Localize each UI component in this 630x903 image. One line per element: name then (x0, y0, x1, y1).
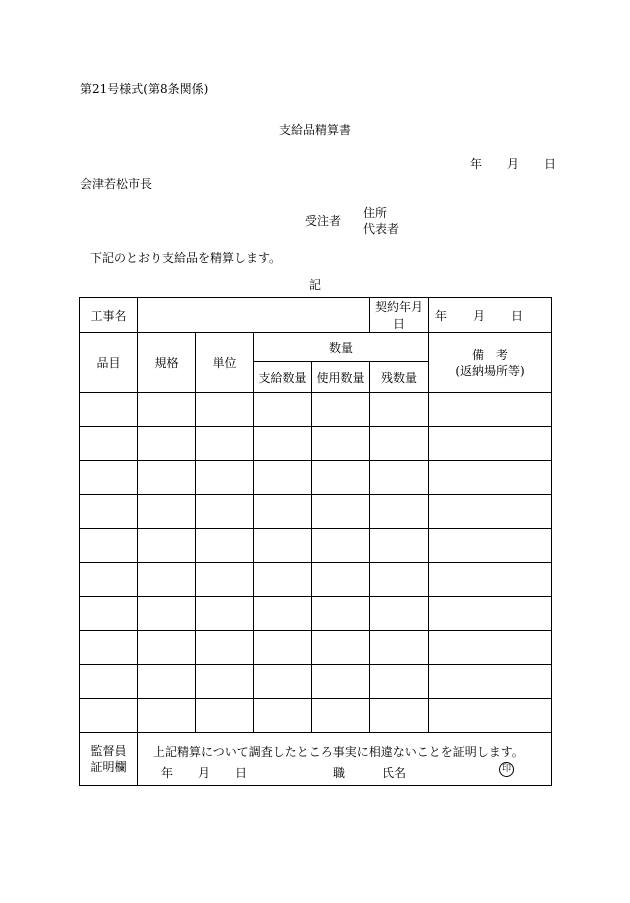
spec-cell[interactable] (138, 461, 196, 495)
spec-cell[interactable] (138, 665, 196, 699)
remaining-cell[interactable] (370, 699, 429, 733)
contractor-rep-label: 代表者 (363, 222, 400, 236)
remarks-cell[interactable] (429, 597, 552, 631)
document-title: 支給品精算書 (278, 123, 351, 137)
remarks-cell[interactable] (429, 393, 552, 427)
item-cell[interactable] (80, 461, 138, 495)
cert-name-label: 氏名 (382, 766, 407, 780)
contract-month-label: 月 (473, 308, 486, 323)
col-item: 品目 (80, 333, 138, 393)
supplied-cell[interactable] (254, 461, 312, 495)
date-day-label: 日 (544, 157, 557, 171)
date-month-label: 月 (507, 157, 520, 171)
ki-heading: 記 (308, 278, 321, 292)
supplied-cell[interactable] (254, 665, 312, 699)
item-cell[interactable] (80, 427, 138, 461)
cert-month-label: 月 (198, 766, 211, 780)
used-cell[interactable] (312, 495, 370, 529)
remaining-cell[interactable] (370, 529, 429, 563)
remaining-cell[interactable] (370, 495, 429, 529)
unit-cell[interactable] (196, 529, 254, 563)
settlement-grid (79, 297, 552, 786)
remaining-cell[interactable] (370, 427, 429, 461)
unit-cell[interactable] (196, 563, 254, 597)
table-row (80, 699, 552, 733)
cert-day-label: 日 (235, 766, 248, 780)
used-cell[interactable] (312, 597, 370, 631)
col-remarks (429, 333, 552, 393)
remarks-cell[interactable] (429, 529, 552, 563)
item-cell[interactable] (80, 631, 138, 665)
unit-cell[interactable] (196, 393, 254, 427)
seal-mark: 印 (499, 762, 514, 777)
form-number: 第21号様式(第8条関係) (80, 82, 209, 96)
used-cell[interactable] (312, 665, 370, 699)
supplied-cell[interactable] (254, 495, 312, 529)
remaining-cell[interactable] (370, 631, 429, 665)
cert-post-label: 職 (333, 766, 346, 780)
table-row (80, 665, 552, 699)
used-cell[interactable] (312, 699, 370, 733)
item-cell[interactable] (80, 563, 138, 597)
spec-cell[interactable] (138, 597, 196, 631)
item-cell[interactable] (80, 495, 138, 529)
date-year-label: 年 (470, 157, 483, 171)
unit-cell[interactable] (196, 597, 254, 631)
remaining-cell[interactable] (370, 461, 429, 495)
remaining-cell[interactable] (370, 597, 429, 631)
col-supplied: 支給数量 (254, 362, 312, 393)
supplied-cell[interactable] (254, 597, 312, 631)
unit-cell[interactable] (196, 461, 254, 495)
spec-cell[interactable] (138, 427, 196, 461)
col-remaining: 残数量 (370, 362, 429, 393)
spec-cell[interactable] (138, 393, 196, 427)
item-cell[interactable] (80, 699, 138, 733)
cert-year-label: 年 (161, 766, 174, 780)
contractor-label: 受注者 (305, 214, 342, 228)
cert-label-line2: 証明欄 (90, 760, 127, 774)
contractor-fields (363, 205, 399, 237)
cert-statement: 上記精算について調査したところ事実に相違ないことを証明します。 (153, 745, 524, 759)
project-name-field[interactable] (138, 298, 370, 333)
contract-year-label: 年 (435, 308, 448, 323)
item-cell[interactable] (80, 529, 138, 563)
used-cell[interactable] (312, 461, 370, 495)
spec-cell[interactable] (138, 699, 196, 733)
remaining-cell[interactable] (370, 665, 429, 699)
project-name-label: 工事名 (80, 298, 138, 333)
column-header-row (80, 333, 552, 362)
col-quantity: 数量 (254, 333, 429, 362)
used-cell[interactable] (312, 631, 370, 665)
remarks-cell[interactable] (429, 699, 552, 733)
project-row (80, 298, 552, 333)
table-row (80, 563, 552, 597)
remarks-cell[interactable] (429, 665, 552, 699)
certification-body (138, 733, 552, 786)
remarks-cell[interactable] (429, 461, 552, 495)
spec-cell[interactable] (138, 631, 196, 665)
contract-day-label: 日 (511, 308, 524, 323)
contractor-address-label: 住所 (363, 206, 388, 220)
table-row (80, 461, 552, 495)
addressee: 会津若松市長 (80, 177, 153, 191)
unit-cell[interactable] (196, 495, 254, 529)
unit-cell[interactable] (196, 699, 254, 733)
certification-label (80, 733, 138, 786)
table-row (80, 495, 552, 529)
unit-cell[interactable] (196, 665, 254, 699)
remaining-cell[interactable] (370, 563, 429, 597)
item-cell[interactable] (80, 393, 138, 427)
table-row (80, 631, 552, 665)
unit-cell[interactable] (196, 631, 254, 665)
col-unit: 単位 (196, 333, 254, 393)
item-cell[interactable] (80, 665, 138, 699)
spec-cell[interactable] (138, 495, 196, 529)
item-cell[interactable] (80, 597, 138, 631)
supplied-cell[interactable] (254, 699, 312, 733)
supplied-cell[interactable] (254, 427, 312, 461)
intro-text: 下記のとおり支給品を精算します。 (90, 251, 282, 265)
table-row (80, 529, 552, 563)
spec-cell[interactable] (138, 529, 196, 563)
remarks-cell[interactable] (429, 631, 552, 665)
supplied-cell[interactable] (254, 563, 312, 597)
table-row (80, 393, 552, 427)
certification-row (80, 733, 552, 786)
used-cell[interactable] (312, 427, 370, 461)
cert-label-line1: 監督員 (90, 744, 127, 758)
table-row (80, 427, 552, 461)
remarks-cell[interactable] (429, 563, 552, 597)
col-used: 使用数量 (312, 362, 370, 393)
remarks-sub-label: (返納場所等) (455, 363, 525, 378)
remaining-cell[interactable] (370, 393, 429, 427)
remarks-cell[interactable] (429, 427, 552, 461)
table-row (80, 597, 552, 631)
remarks-label: 備 考 (472, 347, 509, 362)
cert-date (161, 764, 247, 781)
used-cell[interactable] (312, 393, 370, 427)
contract-date-field[interactable] (429, 298, 552, 333)
unit-cell[interactable] (196, 427, 254, 461)
submission-date (470, 155, 556, 172)
blank-rows (80, 393, 552, 733)
used-cell[interactable] (312, 529, 370, 563)
supplied-cell[interactable] (254, 529, 312, 563)
col-spec: 規格 (138, 333, 196, 393)
used-cell[interactable] (312, 563, 370, 597)
contract-date-label: 契約年月日 (370, 298, 429, 333)
spec-cell[interactable] (138, 563, 196, 597)
remarks-cell[interactable] (429, 495, 552, 529)
supplied-cell[interactable] (254, 631, 312, 665)
supplied-cell[interactable] (254, 393, 312, 427)
